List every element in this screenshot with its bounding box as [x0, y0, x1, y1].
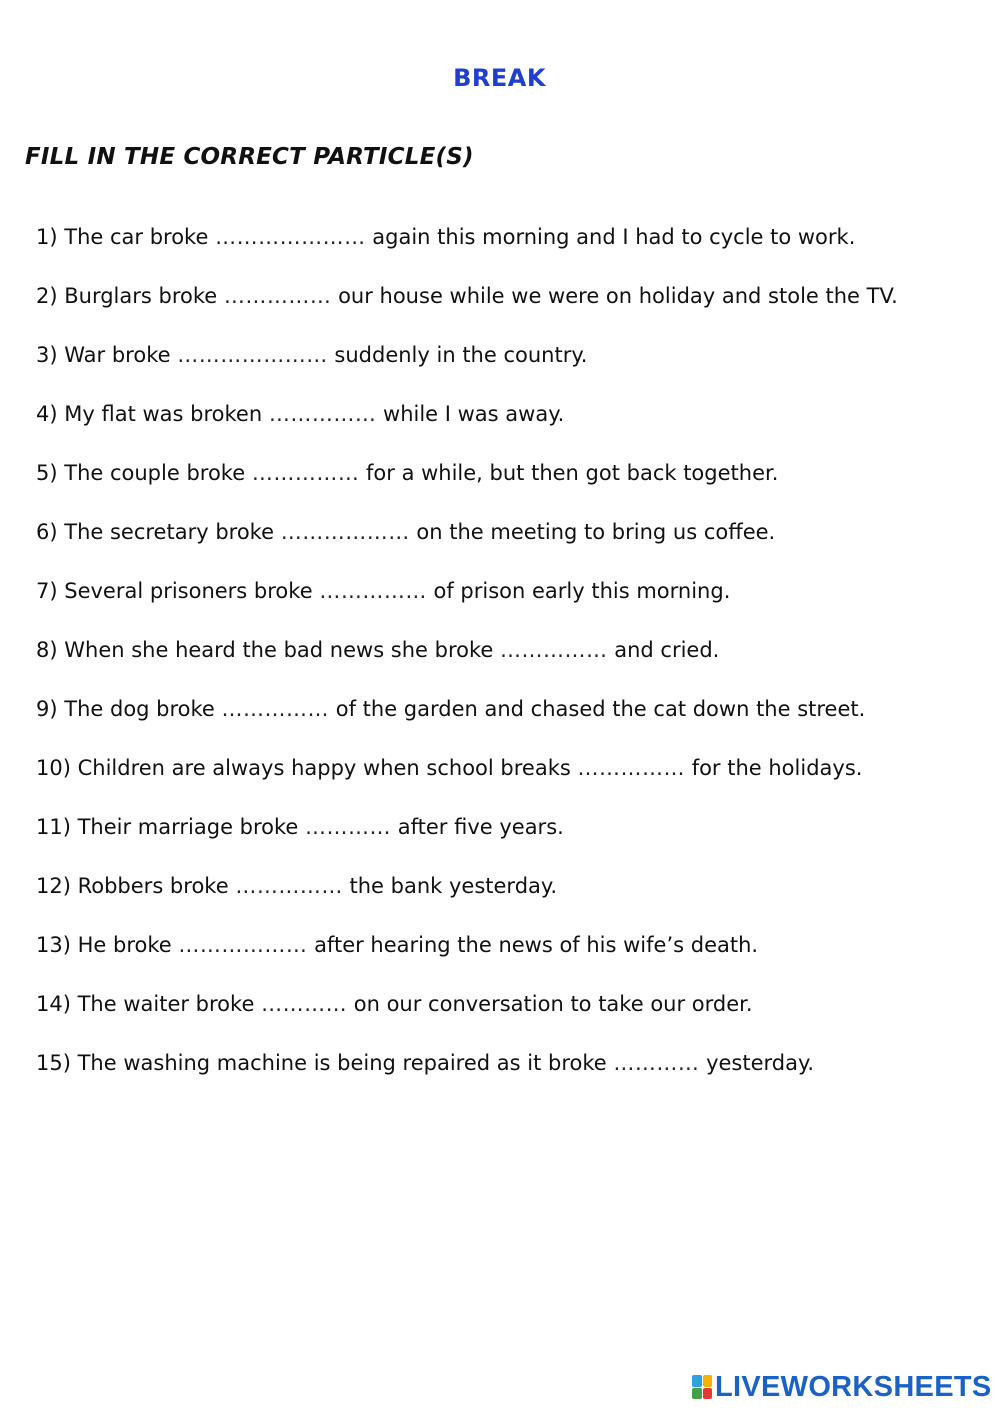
question-number: 15)	[36, 1051, 71, 1075]
instructions-heading: FILL IN THE CORRECT PARTICLE(S)	[25, 144, 474, 170]
question-item	[36, 988, 898, 1047]
answer-blank[interactable]: ……………	[577, 756, 685, 780]
answer-blank[interactable]: ………………	[280, 520, 410, 544]
question-text-before: The waiter broke	[77, 992, 255, 1016]
question-text-after: of the garden and chased the cat down the street.	[335, 697, 866, 721]
answer-blank[interactable]: ……………	[268, 402, 377, 426]
question-number: 11)	[36, 815, 71, 839]
answer-blank[interactable]: ……………	[221, 697, 330, 721]
question-text-after: the bank yesterday.	[349, 874, 557, 898]
liveworksheets-logo-icon	[692, 1375, 712, 1399]
question-text-after: our house while we were on holiday and stole the TV.	[338, 284, 898, 308]
question-text-after: for a while, but then got back together.	[366, 461, 779, 485]
question-text-after: while I was away.	[383, 402, 565, 426]
question-text-after: on our conversation to take our order.	[353, 992, 753, 1016]
question-text-after: and cried.	[614, 638, 720, 662]
worksheet-title: BREAK	[453, 64, 546, 92]
question-item	[36, 929, 898, 988]
question-number: 9)	[36, 697, 58, 721]
question-number: 2)	[36, 284, 65, 308]
question-number: 14)	[36, 992, 71, 1016]
question-item	[36, 575, 898, 634]
question-text-before: He broke	[77, 933, 172, 957]
question-number: 6)	[36, 520, 58, 544]
answer-blank[interactable]: …………………	[215, 225, 366, 249]
question-item	[36, 457, 898, 516]
answer-blank[interactable]: …………………	[177, 343, 328, 367]
question-item	[36, 752, 898, 811]
question-number: 7)	[36, 579, 58, 603]
question-number: 4)	[36, 402, 58, 426]
question-item	[36, 280, 898, 339]
question-text-before: The secretary broke	[64, 520, 275, 544]
question-text-before: Burglars broke	[64, 284, 218, 308]
question-item	[36, 634, 898, 693]
answer-blank[interactable]: …………	[261, 992, 348, 1016]
question-text-before: The washing machine is being repaired as it broke	[77, 1051, 607, 1075]
question-text-before: The car broke	[64, 225, 209, 249]
question-list	[36, 221, 898, 1106]
question-item	[36, 870, 898, 929]
question-number: 8)	[36, 638, 58, 662]
question-text-before: Several prisoners broke	[64, 579, 313, 603]
answer-blank[interactable]: ……………	[235, 874, 343, 898]
question-text-after: suddenly in the country.	[334, 343, 588, 367]
question-text-before: The couple broke	[64, 461, 246, 485]
question-text-before: When she heard the bad news she broke	[64, 638, 494, 662]
question-text-before: The dog broke	[64, 697, 215, 721]
question-text-before: Children are always happy when school breaks	[77, 756, 571, 780]
question-text-before: Robbers broke	[77, 874, 229, 898]
question-text-after: after hearing the news of his wife’s death.	[314, 933, 759, 957]
question-text-before: War broke	[64, 343, 171, 367]
liveworksheets-logo[interactable]	[692, 1370, 992, 1404]
question-text-after: for the holidays.	[691, 756, 863, 780]
question-text-after: again this morning and I had to cycle to work.	[372, 225, 856, 249]
answer-blank[interactable]: …………	[305, 815, 392, 839]
question-number: 1)	[36, 225, 58, 249]
question-item	[36, 1047, 898, 1106]
answer-blank[interactable]: ……………	[251, 461, 360, 485]
answer-blank[interactable]: ……………	[319, 579, 427, 603]
question-text-after: after five years.	[397, 815, 564, 839]
answer-blank[interactable]: ………………	[178, 933, 308, 957]
question-item	[36, 811, 898, 870]
question-text-after: on the meeting to bring us coffee.	[416, 520, 776, 544]
question-item	[36, 516, 898, 575]
question-number: 12)	[36, 874, 71, 898]
question-text-before: My flat was broken	[64, 402, 263, 426]
answer-blank[interactable]: ……………	[500, 638, 608, 662]
question-item	[36, 339, 898, 398]
question-item	[36, 398, 898, 457]
question-text-before: Their marriage broke	[77, 815, 299, 839]
question-number: 5)	[36, 461, 58, 485]
question-text-after: of prison early this morning.	[433, 579, 731, 603]
question-item	[36, 693, 898, 752]
question-number: 13)	[36, 933, 71, 957]
logo-text: LIVEWORKSHEETS	[715, 1370, 992, 1403]
question-number: 3)	[36, 343, 58, 367]
answer-blank[interactable]: …………	[613, 1051, 700, 1075]
answer-blank[interactable]: ……………	[223, 284, 332, 308]
question-item	[36, 221, 898, 280]
question-text-after: yesterday.	[706, 1051, 815, 1075]
question-number: 10)	[36, 756, 71, 780]
